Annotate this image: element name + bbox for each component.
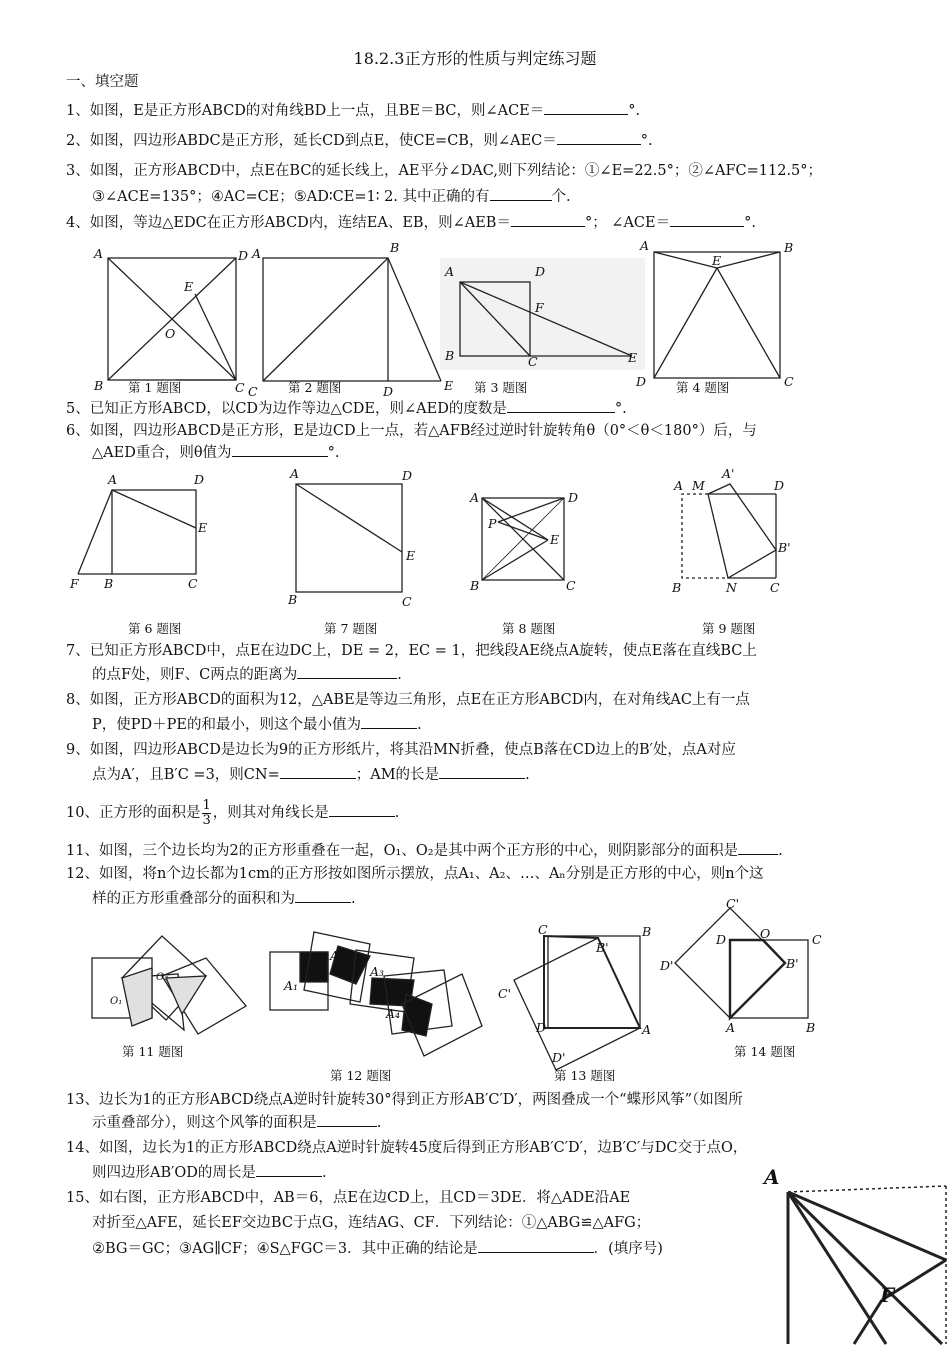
question-11 — [66, 840, 783, 861]
q6-blank — [232, 442, 328, 457]
q12-blank — [295, 888, 351, 903]
q9-end: . — [525, 767, 530, 783]
fig9-label-a-prime: A' — [722, 466, 735, 481]
fig7-label-c: C — [402, 594, 412, 609]
section-heading: 一、填空题 — [66, 74, 139, 90]
fig7-label-a: A — [290, 466, 300, 481]
q14-blank — [256, 1162, 322, 1177]
figure-2 — [248, 240, 453, 400]
q5-end: °. — [614, 401, 627, 417]
q8-end: . — [416, 717, 422, 733]
figure-14 — [660, 896, 820, 1036]
q3-text: ③∠ACE=135°；④AC=CE；⑤AD∶CE=1∶ 2. 其中正确的有 — [92, 189, 490, 205]
fig13-label-d-prime: D' — [552, 1050, 566, 1065]
q10-text: 10、正方形的面积是 — [66, 805, 201, 821]
fig9-label-m: M — [692, 478, 705, 493]
q2-text: 2、如图，四边形ABDC是正方形，延长CD到点E，使CE=CB，则∠AEC＝ — [66, 133, 557, 149]
q7-text: 的点F处，则F、C两点的距离为 — [92, 667, 298, 683]
q11-text: 11、如图，三个边长均为2的正方形重叠在一起，O₁、O₂是其中两个正方形的中心，则阴影部分的面积是 — [66, 843, 739, 859]
question-3-line1: 3、如图，正方形ABCD中，点E在BC的延长线上，AE平分∠DAC,则下列结论：①∠E=22.5°；②∠AFC=112.5°； — [66, 163, 823, 179]
fig15-label-a: A — [764, 1165, 780, 1189]
fig13-label-d: D — [536, 1020, 547, 1035]
q10-end: . — [394, 805, 400, 821]
q10-fraction — [202, 799, 210, 828]
fig4-label-a: A — [640, 238, 650, 253]
figure-8 — [470, 490, 590, 600]
q14-text: 则四边形AB′OD的周长是 — [92, 1165, 256, 1181]
fig1-label-b: B — [94, 378, 104, 393]
q11-blank — [738, 840, 778, 855]
fig1-label-d: D — [238, 248, 249, 263]
fig13-label-b: B — [642, 924, 652, 939]
question-14-line2 — [92, 1162, 327, 1183]
figure-15 — [758, 1160, 948, 1360]
question-9-line2 — [92, 764, 530, 785]
caption-fig-1: 第 1 题图 — [128, 380, 182, 395]
caption-fig-2: 第 2 题图 — [288, 380, 342, 395]
fig8-label-b: B — [470, 578, 480, 593]
q10-denominator: 3 — [202, 812, 211, 828]
figure-13 — [498, 922, 652, 1074]
figure-12 — [264, 926, 494, 1056]
fig14-label-b-prime: B' — [786, 956, 799, 971]
q7-blank — [297, 664, 397, 679]
q3-end: 个. — [551, 189, 571, 205]
figure-1 — [92, 244, 252, 394]
figure-11 — [86, 930, 256, 1040]
q4-end: °. — [744, 215, 756, 231]
fig11-label-o1: O₁ — [110, 996, 123, 1007]
fig14-label-d-prime: D' — [660, 958, 674, 973]
q9-text: 点为A′，且B′C =3，则CN= — [92, 767, 280, 783]
caption-fig-12: 第 12 题图 — [330, 1068, 392, 1083]
question-12-line2 — [92, 888, 356, 909]
fig6-label-d: D — [194, 472, 205, 487]
fig12-label-a3: A₃ — [370, 964, 385, 979]
q1-text: 1、如图，E是正方形ABCD的对角线BD上一点，且BE＝BC，则∠ACE＝ — [66, 103, 545, 119]
q10-numerator: 1 — [202, 797, 211, 813]
q10-rest: ，则其对角线长是 — [212, 805, 329, 821]
fig6-label-f: F — [70, 576, 79, 591]
question-4 — [66, 212, 756, 233]
figure-6 — [66, 468, 226, 598]
q9-mid: ；AM的长是 — [355, 767, 440, 783]
question-7-line2 — [92, 664, 402, 685]
question-6-line2 — [92, 442, 339, 463]
caption-fig-9: 第 9 题图 — [702, 621, 756, 636]
question-8-line2 — [92, 714, 422, 735]
fig2-label-e: E — [444, 378, 454, 393]
fig9-label-b: B — [672, 580, 682, 595]
question-6-line1: 6、如图，四边形ABCD是正方形，E是边CD上一点，若△AFB经过逆时针旋转角θ（0°＜θ＜180°）后，与 — [66, 423, 757, 439]
fig4-label-e: E — [712, 253, 722, 268]
fig9-label-b-prime: B' — [778, 540, 791, 555]
question-8-line1: 8、如图，正方形ABCD的面积为12，△ABE是等边三角形，点E在正方形ABCD内，在对角线AC上有一点 — [66, 692, 750, 708]
caption-fig-11: 第 11 题图 — [122, 1044, 184, 1059]
fig4-label-c: C — [784, 374, 794, 389]
caption-fig-3: 第 3 题图 — [474, 380, 528, 395]
fig9-label-c: C — [770, 580, 780, 595]
figure-7 — [282, 464, 422, 614]
q12-text: 样的正方形重叠部分的面积和为 — [92, 891, 295, 907]
q13-text: 示重叠部分），则这个风筝的面积是 — [92, 1115, 317, 1131]
q6-text: △AED重合，则θ值为 — [92, 445, 232, 461]
fig14-label-o: O — [760, 926, 771, 941]
fig11-label-o2: O₂ — [156, 972, 169, 983]
caption-fig-4: 第 4 题图 — [676, 380, 730, 395]
fig7-label-b: B — [288, 592, 298, 607]
fig2-label-c: C — [248, 384, 258, 399]
fig3-label-a: A — [445, 264, 455, 279]
question-14-line1: 14、如图，边长为1的正方形ABCD绕点A逆时针旋转45度后得到正方形AB′C′D′，边B′C′与DC交于点O， — [66, 1140, 748, 1156]
q10-blank — [329, 802, 395, 817]
q6-end: °. — [327, 445, 340, 461]
figure-4 — [636, 238, 806, 388]
fig2-label-a: A — [252, 246, 262, 261]
fig13-label-a: A — [642, 1022, 652, 1037]
q3-blank — [490, 186, 552, 201]
q1-blank — [544, 100, 628, 115]
fig2-label-b: B — [390, 240, 400, 255]
q4-text: 4、如图，等边△EDC在正方形ABCD内，连结EA、EB，则∠AEB＝ — [66, 215, 511, 231]
q13-blank — [317, 1112, 377, 1127]
fig8-label-p: P — [488, 516, 497, 531]
fig15-label-f: F — [880, 1283, 895, 1307]
q9-blank-1 — [280, 764, 356, 779]
fig9-label-a: A — [674, 478, 684, 493]
question-12-line1: 12、如图，将n个边长都为1cm的正方形按如图所示摆放，点A₁、A₂、…、Aₙ分别是正方形的中心，则n个这 — [66, 866, 764, 882]
fig14-label-a: A — [726, 1020, 736, 1035]
question-15-line2: 对折至△AFE，延长EF交边BC于点G，连结AG、CF．下列结论：①△ABG≌△AFG； — [92, 1215, 651, 1231]
fig14-label-b: B — [806, 1020, 816, 1035]
question-13-line2 — [92, 1112, 381, 1133]
fig1-label-e: E — [184, 279, 194, 294]
question-2 — [66, 130, 653, 151]
q14-end: . — [321, 1165, 327, 1181]
figure-9 — [670, 468, 810, 598]
q9-blank-2 — [439, 764, 525, 779]
caption-fig-14: 第 14 题图 — [734, 1044, 796, 1059]
fig4-label-b: B — [784, 240, 794, 255]
fig14-label-d: D — [716, 932, 727, 947]
q4-blank-1 — [511, 212, 585, 227]
fig6-label-c: C — [188, 576, 198, 591]
fig8-label-d: D — [568, 490, 579, 505]
q5-blank — [507, 398, 615, 413]
fig4-label-d: D — [636, 374, 647, 389]
question-15-line3 — [92, 1238, 663, 1259]
fig13-label-c-prime: C' — [498, 986, 512, 1001]
q4-blank-2 — [670, 212, 744, 227]
figure-3 — [440, 258, 645, 378]
fig9-label-n: N — [726, 580, 737, 595]
fig1-label-a: A — [94, 246, 104, 261]
fig13-label-c: C — [538, 922, 548, 937]
fig7-label-d: D — [402, 468, 413, 483]
caption-fig-7: 第 7 题图 — [324, 621, 378, 636]
question-10 — [66, 796, 399, 830]
fig8-label-e: E — [550, 532, 560, 547]
q8-blank — [361, 714, 417, 729]
q15-blank — [478, 1238, 594, 1253]
caption-fig-6: 第 6 题图 — [128, 621, 182, 636]
question-5 — [66, 398, 627, 419]
q15-end: ．(填序号) — [593, 1241, 663, 1257]
fig14-label-c: C — [812, 932, 822, 947]
q2-blank — [557, 130, 641, 145]
page-title: 18.2.3正方形的性质与判定练习题 — [353, 49, 597, 68]
fig14-label-c-prime: C' — [726, 896, 740, 911]
q15-text: ②BG＝GC；③AG∥CF；④S△FGC＝3．其中正确的结论是 — [92, 1241, 478, 1257]
fig1-label-c: C — [235, 380, 245, 395]
fig8-label-a: A — [470, 490, 480, 505]
q5-text: 5、已知正方形ABCD，以CD为边作等边△CDE，则∠AED的度数是 — [66, 401, 507, 417]
q12-end: . — [351, 891, 356, 907]
question-15-line1: 15、如右图，正方形ABCD中，AB＝6，点E在边CD上，且CD＝3DE．将△ADE沿AE — [66, 1190, 631, 1206]
fig1-label-o: O — [165, 326, 176, 341]
fig12-label-a1: A₁ — [284, 978, 299, 993]
fig13-label-b-prime: B' — [596, 940, 609, 955]
fig6-label-e: E — [198, 520, 208, 535]
fig3-label-d: D — [535, 264, 546, 279]
fig12-label-a4: A₄ — [386, 1006, 401, 1021]
fig3-label-f: F — [535, 300, 544, 315]
question-7-line1: 7、已知正方形ABCD中，点E在边DC上，DE = 2，EC = 1，把线段AE绕点A旋转，使点E落在直线BC上 — [66, 643, 757, 659]
fig3-label-b: B — [445, 348, 455, 363]
question-9-line1: 9、如图，四边形ABCD是边长为9的正方形纸片，将其沿MN折叠，使点B落在CD边上的B′处，点A对应 — [66, 742, 736, 758]
q4-mid: °； ∠ACE＝ — [584, 215, 671, 231]
fig12-label-a2: A₂ — [330, 948, 345, 963]
caption-fig-8: 第 8 题图 — [502, 621, 556, 636]
caption-fig-13: 第 13 题图 — [554, 1068, 616, 1083]
q2-end: °. — [640, 133, 653, 149]
fig3-label-e: E — [628, 350, 638, 365]
q8-text: P，使PD＋PE的和最小，则这个最小值为 — [92, 717, 361, 733]
question-13-line1: 13、边长为1的正方形ABCD绕点A逆时针旋转30°得到正方形AB′C′D′，两图叠成一个“蝶形风筝”（如图所 — [66, 1092, 743, 1108]
q7-end: . — [397, 667, 402, 683]
fig7-label-e: E — [406, 548, 416, 563]
q1-end: °. — [628, 103, 641, 119]
q11-end: . — [778, 843, 783, 859]
fig6-label-b: B — [104, 576, 114, 591]
fig9-label-d: D — [774, 478, 785, 493]
q13-end: . — [376, 1115, 382, 1131]
fig2-label-d: D — [383, 384, 394, 399]
fig6-label-a: A — [108, 472, 118, 487]
fig3-label-c: C — [528, 354, 538, 369]
question-3-line2 — [92, 186, 571, 207]
fig8-label-c: C — [566, 578, 576, 593]
question-1 — [66, 100, 640, 121]
